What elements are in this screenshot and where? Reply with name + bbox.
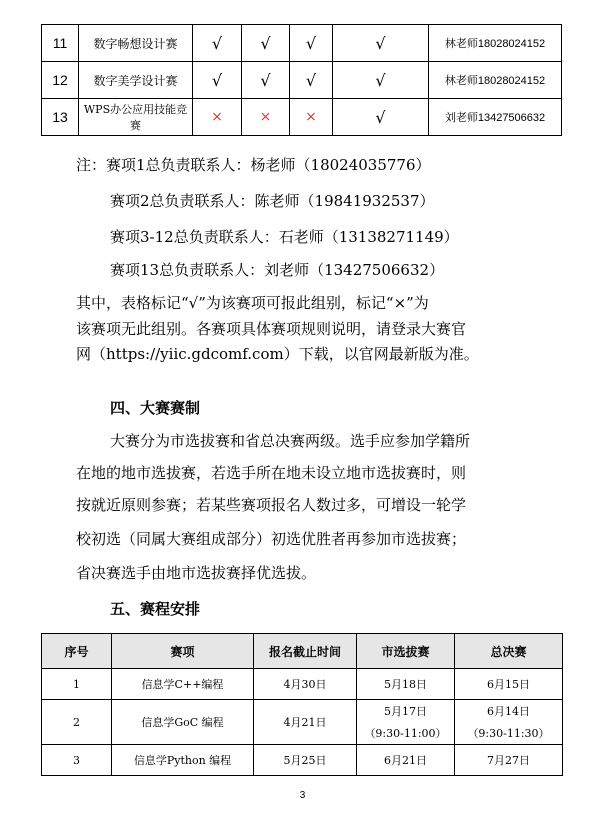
group-mark: × (290, 99, 333, 136)
body-line: 在地的地市选拔赛，若选手所在地未设立地市选拔赛时，则 (76, 464, 467, 482)
schedule-table (41, 633, 563, 776)
row-number: 1 (42, 669, 112, 700)
group-mark: √ (193, 62, 242, 99)
table-row (42, 99, 562, 136)
contact: 林老师18028024152 (429, 25, 562, 62)
group-mark: √ (333, 25, 429, 62)
final-cell (455, 700, 563, 745)
city-round-cell (357, 700, 455, 745)
group-mark: × (242, 99, 290, 136)
group-mark: × (193, 99, 242, 136)
column-header: 赛项 (112, 634, 254, 669)
body-line: 按就近原则参赛；若某些赛项报名人数过多，可增设一轮学 (76, 496, 467, 514)
column-header: 报名截止时间 (254, 634, 357, 669)
table-row (42, 62, 562, 99)
event-name: 数字美学设计赛 (79, 62, 193, 99)
body-line: 校初选（同属大赛组成部分）初选优胜者再参加市选拔赛； (76, 530, 467, 548)
body-line: 大赛分为市选拔赛和省总决赛两级。选手应参加学籍所 (110, 432, 471, 450)
row-number: 13 (42, 99, 79, 136)
page-number: 3 (299, 790, 306, 801)
deadline: 4月21日 (254, 700, 357, 745)
note-line: 注：赛项1总负责联系人：杨老师（18024035776） (76, 156, 431, 174)
city-round-date: 5月18日 (357, 669, 455, 700)
note-line: 赛项3-12总负责联系人：石老师（13138271149） (110, 228, 459, 246)
table-header-row (42, 634, 563, 669)
event-name: 信息学GoC 编程 (112, 700, 254, 745)
column-header: 市选拔赛 (357, 634, 455, 669)
table-row (42, 25, 562, 62)
contact: 林老师18028024152 (429, 62, 562, 99)
group-mark: √ (290, 25, 333, 62)
competition-table (41, 24, 562, 136)
deadline: 5月25日 (254, 745, 357, 776)
group-mark: √ (193, 25, 242, 62)
note-paragraph: 网（https://yiic.gdcomf.com）下载，以官网最新版为准。 (76, 345, 479, 363)
row-number: 11 (42, 25, 79, 62)
group-mark: √ (333, 99, 429, 136)
table-row (42, 669, 563, 700)
section-heading: 四、大赛赛制 (110, 399, 201, 417)
note-line: 赛项2总负责联系人：陈老师（19841932537） (110, 192, 435, 210)
event-name: WPS办公应用技能竞赛 (79, 99, 193, 136)
column-header: 序号 (42, 634, 112, 669)
group-mark: √ (242, 25, 290, 62)
section-heading: 五、赛程安排 (110, 600, 201, 618)
table-row (42, 700, 563, 745)
group-mark: √ (242, 62, 290, 99)
final-date: 6月14日 (487, 705, 530, 718)
event-name: 信息学C++编程 (112, 669, 254, 700)
final-date: 7月27日 (455, 745, 563, 776)
table-row (42, 745, 563, 776)
row-number: 3 (42, 745, 112, 776)
column-header: 总决赛 (455, 634, 563, 669)
group-mark: √ (333, 62, 429, 99)
note-paragraph: 该赛项无此组别。各赛项具体赛项规则说明，请登录大赛官 (76, 320, 467, 338)
deadline: 4月30日 (254, 669, 357, 700)
city-round-time: （9:30-11:00） (364, 727, 447, 740)
city-round-date: 6月21日 (357, 745, 455, 776)
event-name: 信息学Python 编程 (112, 745, 254, 776)
row-number: 12 (42, 62, 79, 99)
contact: 刘老师13427506632 (429, 99, 562, 136)
note-paragraph: 其中，表格标记“√”为该赛项可报此组别，标记“×”为 (76, 294, 429, 312)
group-mark: √ (290, 62, 333, 99)
final-time: （9:30-11:30） (467, 727, 550, 740)
city-round-date: 5月17日 (384, 705, 427, 718)
row-number: 2 (42, 700, 112, 745)
event-name: 数字畅想设计赛 (79, 25, 193, 62)
final-date: 6月15日 (455, 669, 563, 700)
note-line: 赛项13总负责联系人：刘老师（13427506632） (110, 261, 445, 279)
body-line: 省决赛选手由地市选拔赛择优选拔。 (76, 564, 317, 582)
